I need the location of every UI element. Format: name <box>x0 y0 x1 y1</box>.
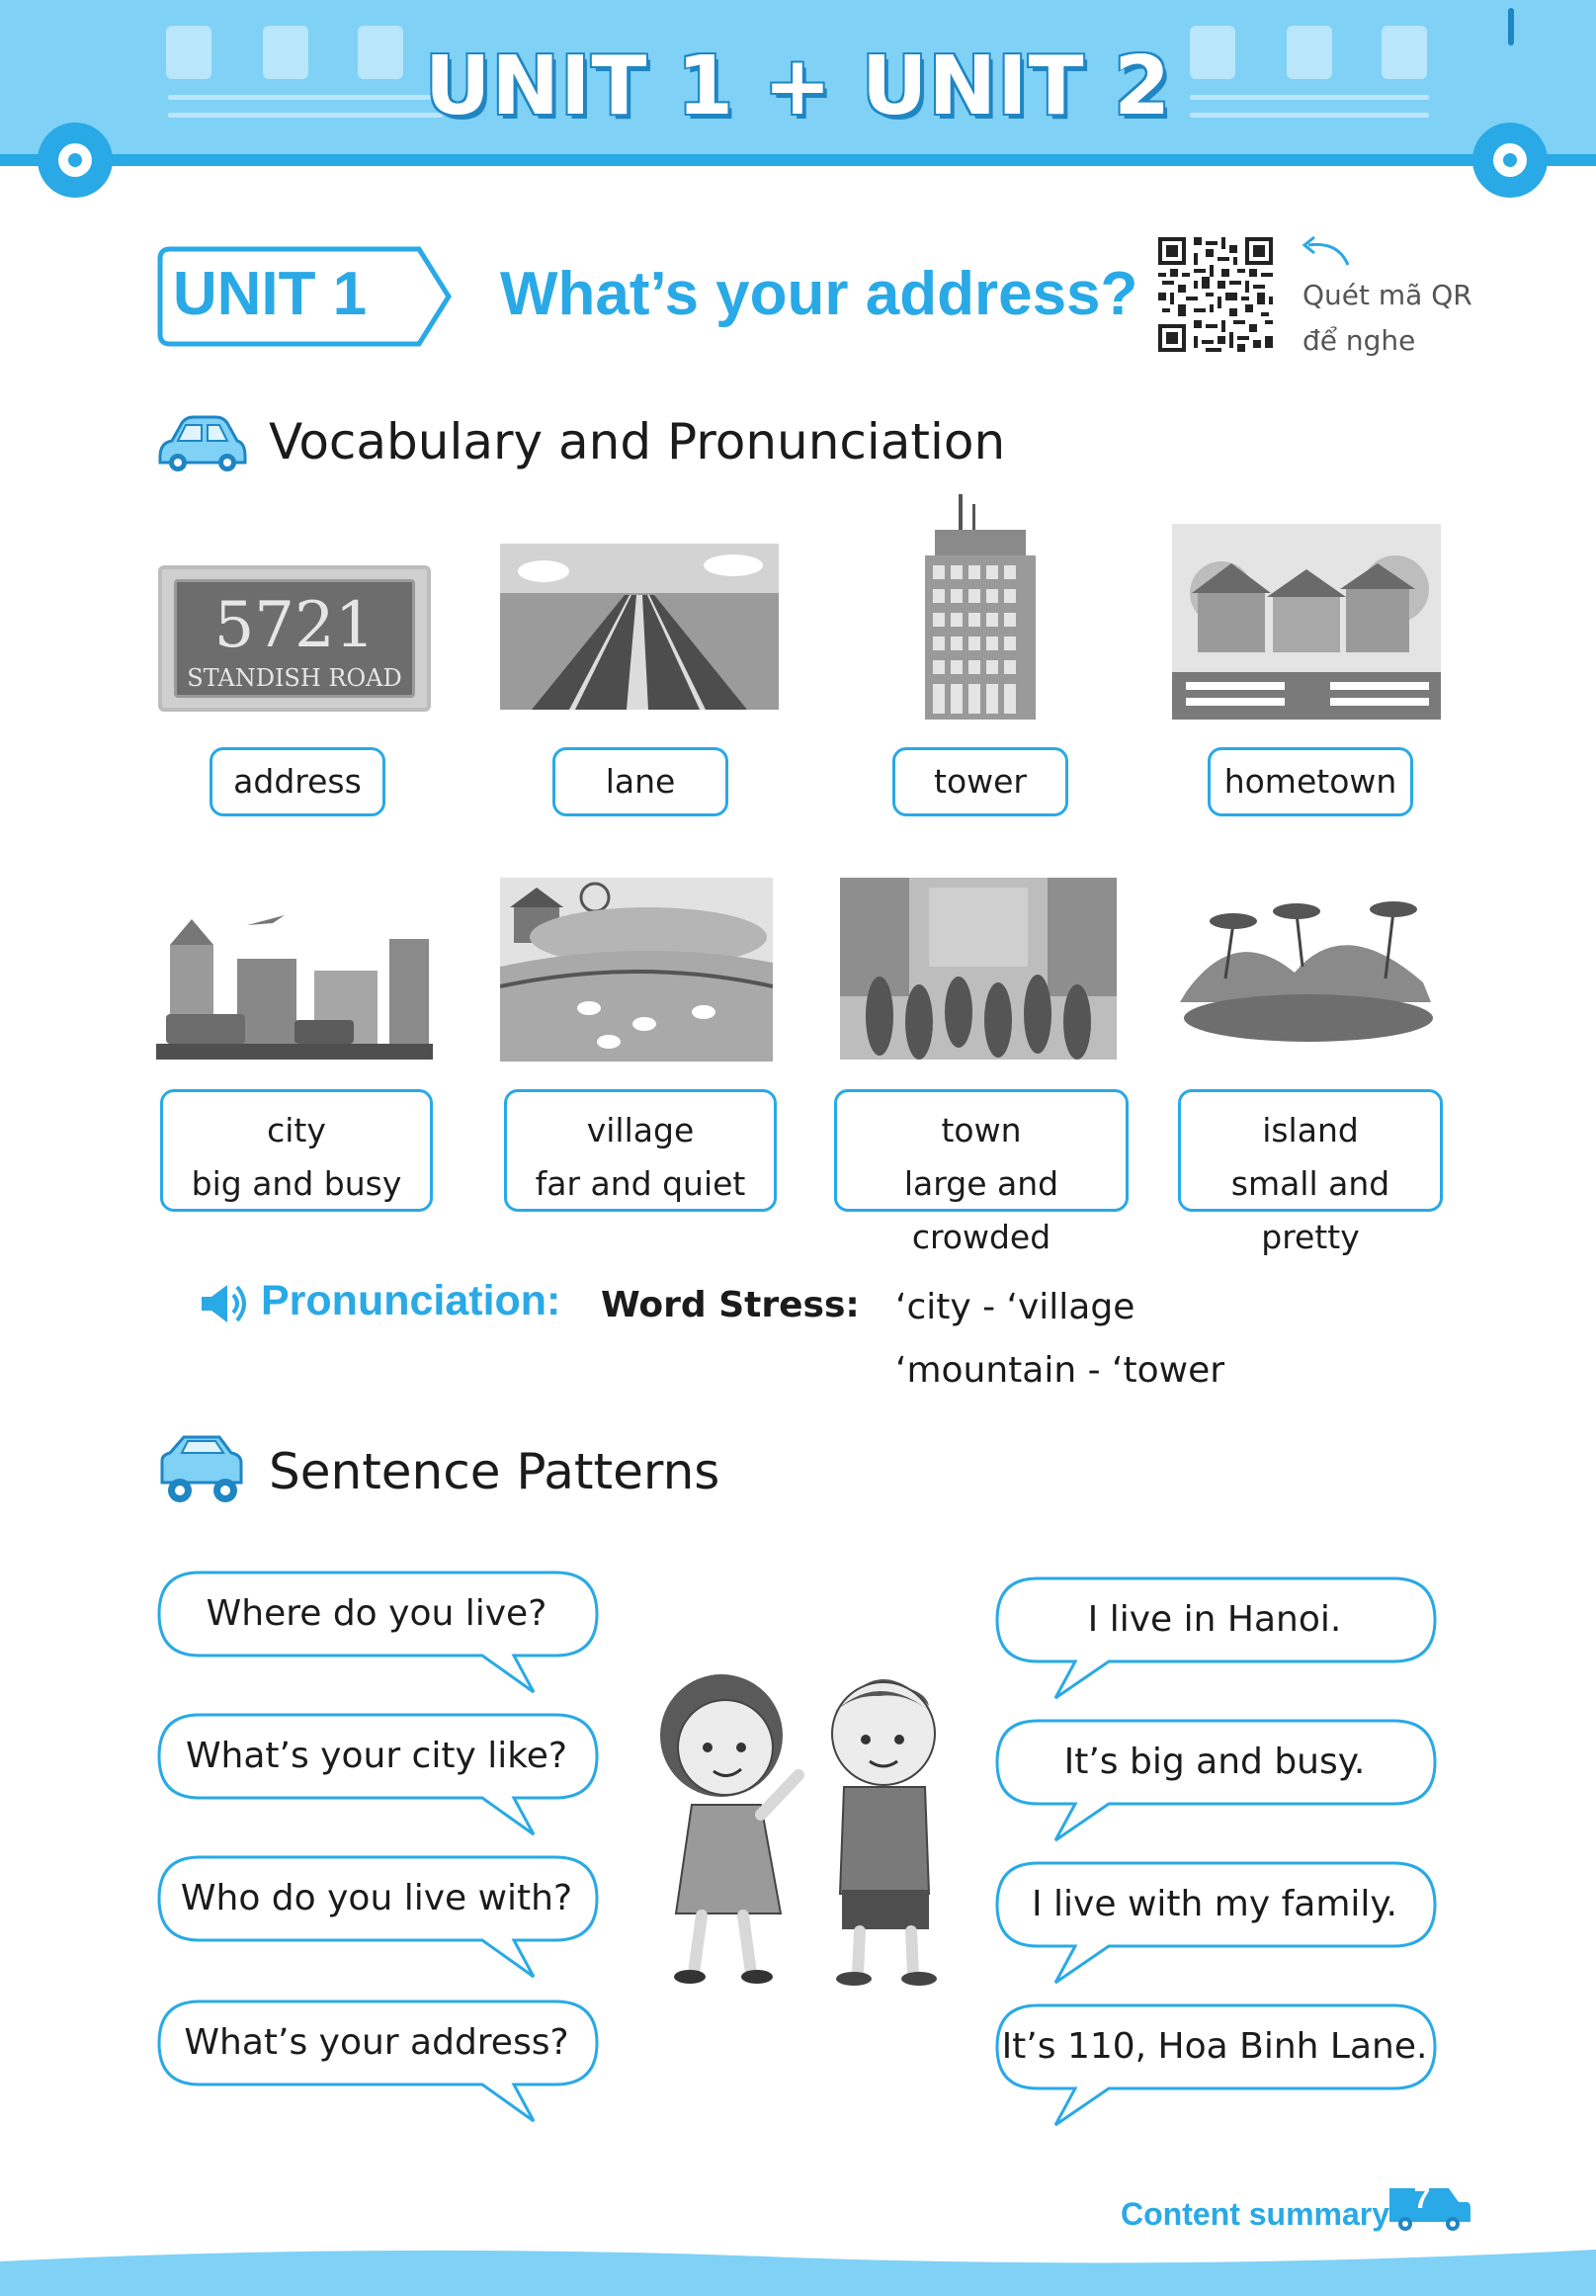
qr-note <box>1302 273 1472 364</box>
word-box-city <box>160 1089 433 1212</box>
answer-bubble <box>994 2002 1435 2091</box>
arrow-icon <box>1299 235 1354 269</box>
address-plaque-image <box>158 565 431 712</box>
question-text: Who do you live with? <box>180 1878 573 1918</box>
word-town: town <box>941 1111 1022 1149</box>
answer-bubble <box>994 1718 1435 1807</box>
question-bubble <box>156 1998 597 2087</box>
word-box-village <box>504 1089 777 1212</box>
answer-bubble <box>994 1575 1435 1664</box>
question-text: What’s your address? <box>184 2022 569 2063</box>
answer-bubble <box>994 1860 1435 1949</box>
plaque-road: STANDISH ROAD <box>187 664 402 692</box>
word-lane: lane <box>552 747 728 816</box>
bus-wheel-left <box>38 123 113 198</box>
answer-text: I live in Hanoi. <box>1087 1599 1342 1640</box>
footer-label: Content summary <box>1121 2196 1390 2232</box>
hometown-image <box>1172 524 1441 720</box>
footer-wave <box>0 2242 1596 2296</box>
stress-example-2: ‘mountain - ‘tower <box>895 1350 1225 1391</box>
desc-city: big and busy <box>191 1164 402 1203</box>
qr-note-line1: Quét mã QR <box>1302 279 1472 311</box>
banner-base <box>0 154 1596 166</box>
banner-title: UNIT 1 + UNIT 2 <box>424 40 1172 133</box>
lane-image <box>500 544 779 710</box>
question-bubble <box>156 1570 597 1658</box>
unit-tag-label: UNIT 1 <box>172 260 368 328</box>
page-number: 7 <box>1413 2182 1431 2215</box>
unit-title: What’s your address? <box>500 260 1138 328</box>
island-image <box>1176 884 1441 1052</box>
speaker-icon <box>198 1281 249 1326</box>
word-island: island <box>1262 1111 1359 1149</box>
jeep-icon <box>154 1431 245 1510</box>
word-hometown: hometown <box>1208 747 1413 816</box>
vocab-heading: Vocabulary and Pronunciation <box>269 413 1006 470</box>
unit-tag <box>156 245 413 344</box>
city-image <box>156 890 433 1060</box>
plaque-number: 5721 <box>213 589 376 662</box>
town-image <box>840 878 1117 1060</box>
pronunciation-label: Pronunciation: <box>261 1277 561 1324</box>
desc-town: large and crowded <box>903 1164 1059 1256</box>
desc-village: far and quiet <box>535 1164 746 1203</box>
answer-text: It’s 110, Hoa Binh Lane. <box>1001 2026 1428 2067</box>
question-bubble <box>156 1854 597 1943</box>
answer-text: I live with my family. <box>1031 1884 1398 1924</box>
bus-wheel-right <box>1472 123 1548 198</box>
word-box-town <box>834 1089 1129 1256</box>
car-icon <box>154 413 249 474</box>
qr-note-line2: để nghe <box>1302 324 1416 357</box>
question-text: What’s your city like? <box>185 1736 568 1776</box>
word-address: address <box>210 747 385 816</box>
word-tower: tower <box>892 747 1068 816</box>
children-illustration <box>632 1657 978 1993</box>
qr-code-icon[interactable] <box>1158 237 1273 352</box>
stress-example-1: ‘city - ‘village <box>895 1287 1135 1327</box>
question-bubble <box>156 1712 597 1801</box>
word-stress-label: Word Stress: <box>601 1285 860 1325</box>
village-image <box>500 878 773 1062</box>
question-text: Where do you live? <box>206 1593 547 1634</box>
desc-island: small and pretty <box>1230 1164 1390 1256</box>
word-city: city <box>267 1111 326 1149</box>
patterns-heading: Sentence Patterns <box>269 1443 720 1500</box>
answer-text: It’s big and busy. <box>1063 1742 1366 1782</box>
word-box-island <box>1178 1089 1443 1256</box>
word-village: village <box>586 1111 695 1149</box>
tower-image <box>917 494 1042 720</box>
